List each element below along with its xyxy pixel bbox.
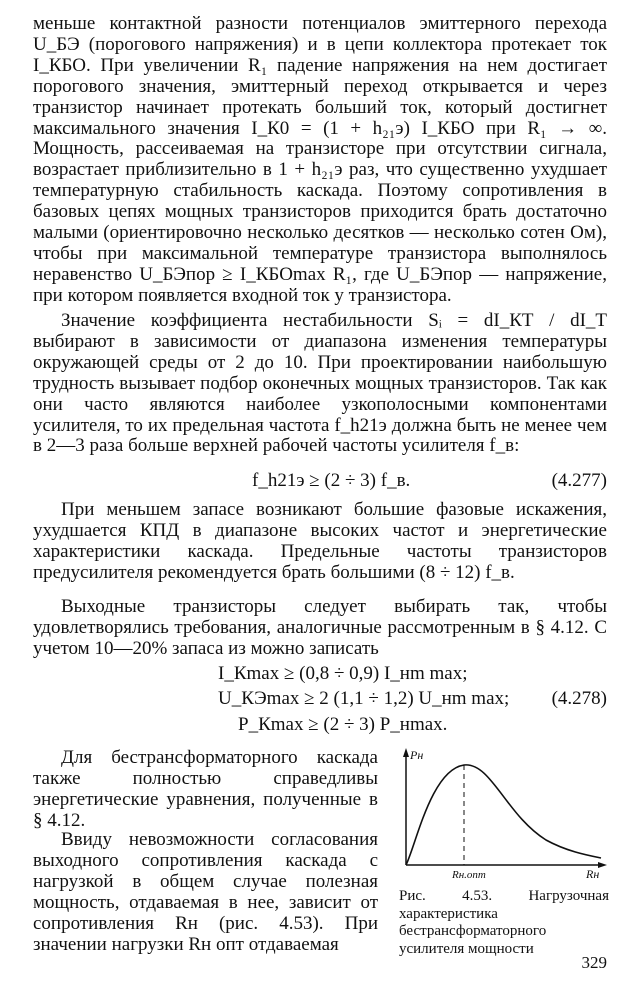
paragraph-2: Значение коэффициента нестабильности Sᵢ = dI_КТ / dI_Т выбирают в зависимости от диапазона изменения температуры окружающей среды от 2 до 10. При проектировании наибольшую трудность вызывает подбор оконечных мощных транзисторов. Так как они часто являются наиболее узкополосными компонентами усилителя, то их предельная частота f_h21э должна быть не менее чем в 2—3 раза больше верхней рабочей частоты усилителя f_в: (33, 310, 607, 457)
x-axis-label: Rн (586, 867, 600, 880)
paragraph-6: Ввиду невозможности согласования выходного сопротивления каскада с нагрузкой в общем случае полезная мощность, отдаваемая в нее, зависит от сопротивления Rн (рис. 4.53). При значении нагрузки Rн опт отдаваемая (33, 829, 378, 955)
paragraph-3: При меньшем запасе возникают большие фазовые искажения, ухудшается КПД в диапазоне высоких частот и энергетические характеристики каскада. Предельные частоты транзисторов предусилителя рекомендуется брать большими (8 ÷ 12) f_в. (33, 499, 607, 583)
load-characteristic-figure (396, 745, 612, 880)
power-curve (406, 765, 601, 865)
paragraph-1: меньше контактной разности потенциалов эмиттерного перехода U_БЭ (порогового напряжения) и в цепи коллектора протекает ток I_КБО. При увеличении R₁ падение напряжения на нем достигает порогового значения, эмиттерный переход открывается и через транзистор начинает протекать больший ток, который достигнет максимального значения I_К0 = (1 + h₂₁э) I_КБО при R₁ → ∞. Мощность, рассеиваемая на транзисторе при отсутствии сигнала, возрастает приблизительно в 1 + h₂₁э раз, что существенно ухудшает температурную стабильность каскада. Поэтому сопротивления в базовых цепях мощных транзисторов приходится брать достаточно малыми (ориентировочно несколько десятков — несколько сотен Ом), чтобы при максимальной температуре транзистора выполнялось неравенство U_БЭпор ≥ I_КБОmax R₁, где U_БЭпор — напряжение, при котором появляется входной ток у транзистора. (33, 13, 607, 306)
optimum-resistance-label: Rн.опт (452, 869, 486, 880)
equation-number-4-277: (4.277) (551, 470, 607, 491)
y-axis-label: Pн (410, 748, 424, 762)
paragraph-5: Для бестрансформаторного каскада также полностью справедливы энергетические уравнения, полученные в § 4.12. (33, 747, 378, 831)
y-axis-arrow-icon (403, 748, 409, 757)
paragraph-4: Выходные транзисторы следует выбирать так, чтобы удовлетворялись требования, аналогичные рассмотренным в § 4.12. С учетом 10—20% запаса из можно записать (33, 596, 607, 659)
equation-4-278-line-1: I_Кmax ≥ (0,8 ÷ 0,9) I_нm max; (218, 663, 468, 684)
figure-caption: Рис. 4.53. Нагрузочная характеристика бестрансформаторного усилителя мощности (399, 888, 609, 957)
equation-4-278-line-2: U_КЭmax ≥ 2 (1,1 ÷ 1,2) U_нm max; (218, 688, 510, 709)
equation-4-277: f_h21э ≥ (2 ÷ 3) f_в. (252, 470, 411, 491)
x-axis-arrow-icon (598, 862, 607, 868)
equation-4-278-line-3: P_Кmax ≥ (2 ÷ 3) P_нmax. (238, 714, 448, 735)
page-number: 329 (581, 953, 607, 972)
equation-number-4-278: (4.278) (551, 688, 607, 709)
